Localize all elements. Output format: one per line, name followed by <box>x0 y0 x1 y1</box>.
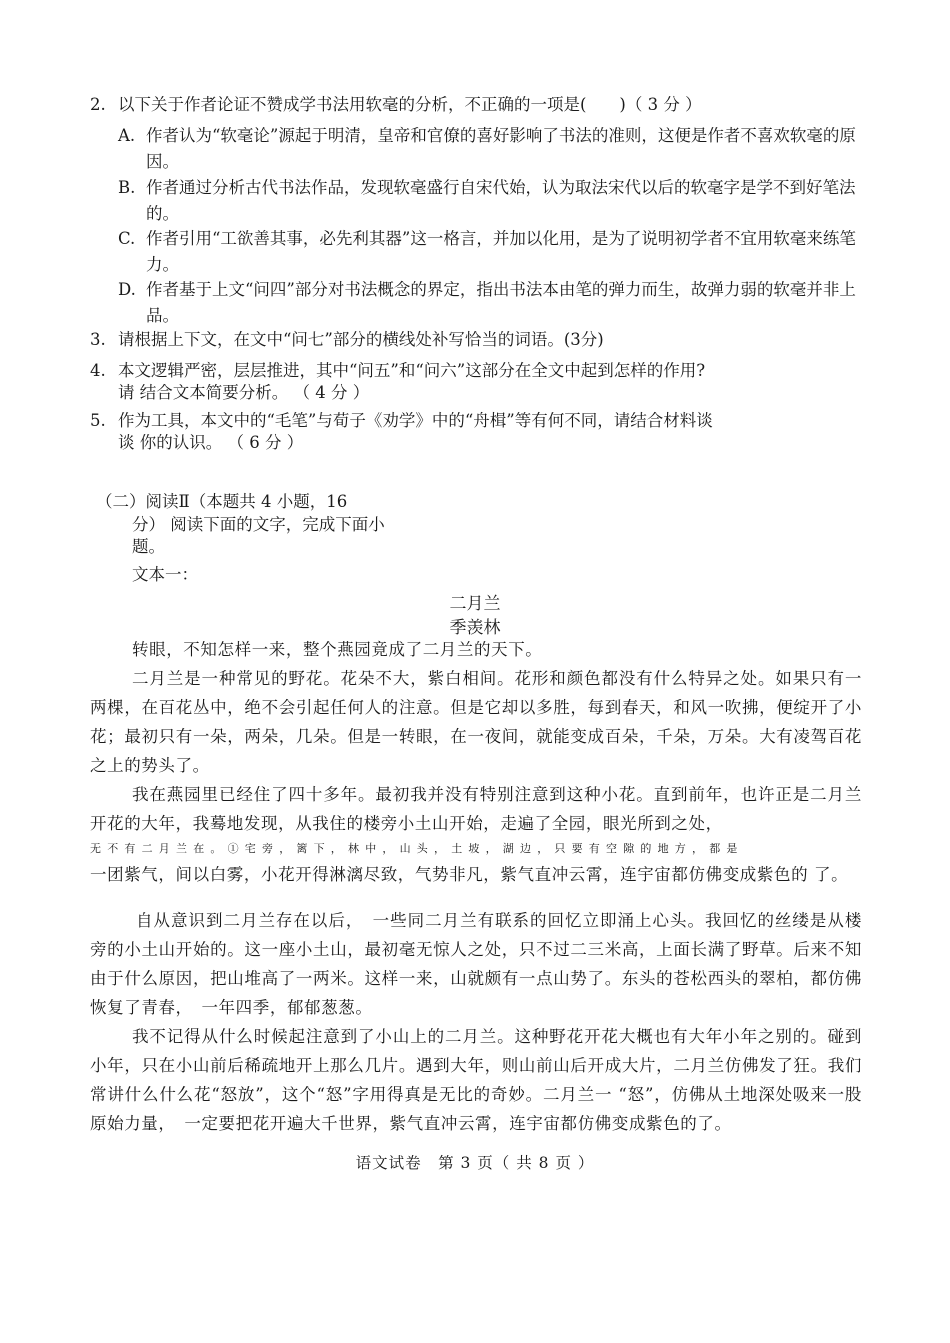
paragraph-3-part-2: 一团紫气，间以白雾，小花开得淋漓尽致，气势非凡，紫气直冲云霄，连宇宙都仿佛变成紫色的 了。 <box>90 865 849 884</box>
option-b <box>118 175 878 227</box>
question-5 <box>90 408 713 460</box>
section-title-line2: 分） 阅读下面的文字，完成下面小 <box>132 514 385 534</box>
option-label: D. <box>118 280 136 299</box>
question-3 <box>90 327 604 353</box>
option-c <box>118 226 878 278</box>
question-text: 以下关于作者论证不赞成学书法用软毫的分析，不正确的一项是( )（ 3 分 ） <box>118 95 702 114</box>
section-heading <box>96 491 426 586</box>
question-text-line1: 本文逻辑严密，层层推进，其中“问五”和“问六”这部分在全文中起到怎样的作用? <box>118 361 706 380</box>
paragraph-3-small-line: 无不有二月兰在。①宅旁，篱下，林中，山头，土坡，湖边，只要有空隙的地方，都是 <box>90 842 744 855</box>
question-number: 3. <box>90 330 106 349</box>
paragraph-1: 转眼，不知怎样一来，整个燕园竟成了二月兰的天下。 <box>132 640 543 659</box>
option-text: 作者基于上文“问四”部分对书法概念的界定，指出书法本由笔的弹力而生，故弹力弱的软毫并非上品。 <box>146 280 856 325</box>
question-number: 4. <box>90 361 106 380</box>
paragraph-4: 自从意识到二月兰存在以后， 一些同二月兰有联系的回忆立即涌上心头。我回忆的丝缕是从楼旁的小土山开始的。这一座小土山，最初毫无惊人之处，只不过二三米高，上面长满了野草。后来不知由于什么原因，把山堆高了一两米。这样一来，山就颇有一点山势了。东头的苍松西头的翠柏，都仿佛恢复了青春， 一年四季，郁郁葱葱。 <box>90 911 862 1017</box>
question-text-line2: 请 结合文本简要分析。 （ 4 分 ） <box>118 383 370 402</box>
paragraph-3 <box>90 780 862 889</box>
option-text: 作者通过分析古代书法作品，发现软毫盛行自宋代始，认为取法宋代以后的软毫字是学不到好笔法的。 <box>146 178 856 223</box>
text-one-label: 文本一： <box>132 564 198 584</box>
option-a <box>118 123 878 175</box>
page-footer: 语文试卷 第 3 页（ 共 8 页 ） <box>355 1154 595 1172</box>
article-title: 二月兰 <box>449 594 501 614</box>
question-number: 5. <box>90 411 106 430</box>
option-label: A. <box>118 126 136 145</box>
question-text-line1: 作为工具，本文中的“毛笔”与荀子《劝学》中的“舟楫”等有何不同，请结合材料谈 <box>118 411 713 430</box>
option-d <box>118 277 878 329</box>
article-author: 季羡林 <box>449 618 501 638</box>
option-text: 作者引用“工欲善其事，必先利其器”这一格言，并加以化用，是为了说明初学者不宜用软毫来练笔力。 <box>146 229 856 274</box>
option-label: C. <box>118 229 136 248</box>
option-label: B. <box>118 178 136 197</box>
section-title-line3: 题。 <box>132 537 165 556</box>
paragraph-5: 我不记得从什么时候起注意到了小山上的二月兰。这种野花开花大概也有大年小年之别的。碰到小年，只在小山前后稀疏地开上那么几片。遇到大年，则山前山后开成大片，二月兰仿佛发了狂。我们常讲什么什么花“怒放”，这个“怒”字用得真是无比的奇妙。二月兰一 “怒”，仿佛从土地深处吸来一股原始力量， 一定要把花开遍大千世界，紫气直冲云霄，连宇宙都仿佛变成紫色的了。 <box>90 1027 862 1133</box>
paragraph-2: 二月兰是一种常见的野花。花朵不大，紫白相间。花形和颜色都没有什么特异之处。如果只有一两棵，在百花丛中，绝不会引起任何人的注意。但是它却以多胜，每到春天，和风一吹拂，便绽开了小花；最初只有一朵，两朵，几朵。但是一转眼，在一夜间，就能变成百朵，千朵，万朵。大有凌驾百花之上的势头了。 <box>90 669 862 775</box>
paragraph-3-part-1: 我在燕园里已经住了四十多年。最初我并没有特别注意到这种小花。直到前年，也许正是二月兰开花的大年，我蓦地发现，从我住的楼旁小土山开始，走遍了全园，眼光所到之处， <box>90 785 862 833</box>
section-title-line1: （二）阅读Ⅱ（本题共 4 小题，16 <box>96 492 348 511</box>
question-2 <box>90 92 702 118</box>
question-number: 2. <box>90 95 106 114</box>
option-text: 作者认为“软毫论”源起于明清，皇帝和官僚的喜好影响了书法的准则，这便是作者不喜欢软毫的原因。 <box>146 126 856 171</box>
question-text: 请根据上下文，在文中“问七”部分的横线处补写恰当的词语。(3分) <box>118 330 604 349</box>
question-text-line2: 谈 你的认识。 （ 6 分 ） <box>118 433 304 452</box>
question-4 <box>90 358 706 410</box>
